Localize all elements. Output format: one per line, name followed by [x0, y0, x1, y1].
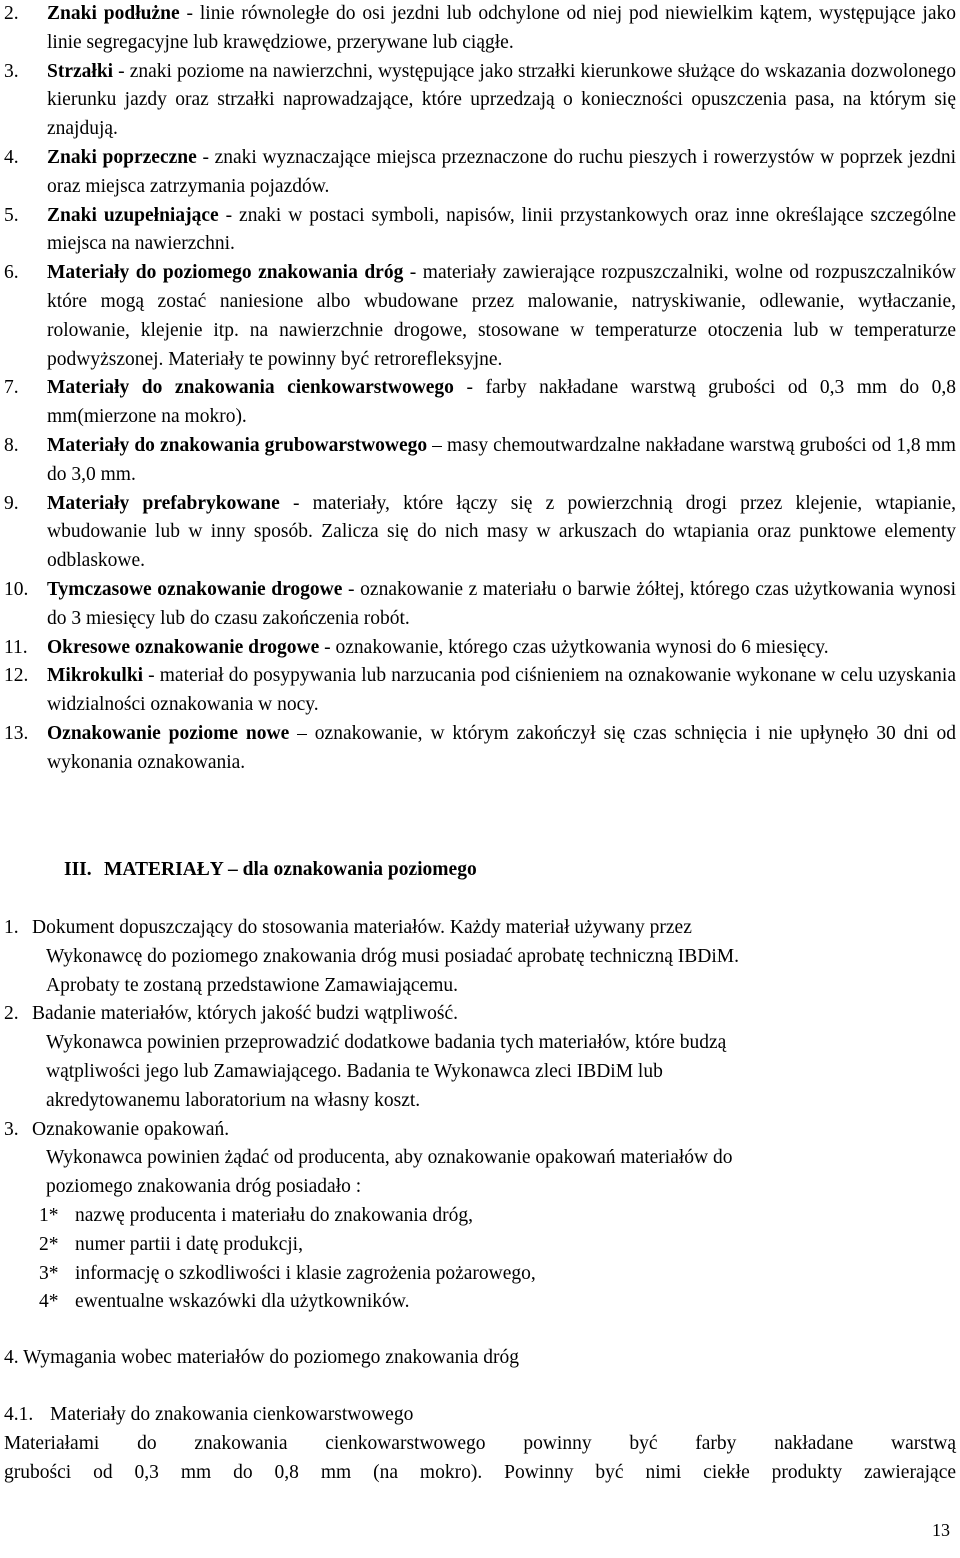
bullet-marker: 1*: [39, 1204, 59, 1226]
definition-text: - linie równoległe do osi jezdni lub odchylone od niej pod niewielkim kątem, występujące jako linie segregacyjne lub krawędziowe, przerywane lub ciągłe.: [47, 3, 956, 53]
definition-item: [4, 634, 956, 663]
packaging-bullet: [4, 1231, 956, 1260]
definition-body: [47, 662, 956, 720]
definition-body: [47, 576, 956, 634]
material-item: [4, 914, 956, 943]
requirements-paragraph: [4, 1430, 956, 1488]
definition-term: Materiały do znakowania cienkowarstwowego: [47, 377, 454, 399]
page-number: 13: [932, 1520, 950, 1540]
material-item: [4, 1000, 956, 1029]
definition-body: [47, 144, 956, 202]
requirements-subheading: [4, 1401, 413, 1430]
definition-body: [47, 202, 956, 260]
material-line: wątpliwości jego lub Zamawiającego. Badania te Wykonawca zleci IBDiM lub: [46, 1060, 663, 1082]
definition-body: [47, 259, 956, 374]
definition-body: [47, 58, 956, 144]
definition-body: [47, 374, 956, 432]
definition-item: [4, 662, 956, 720]
packaging-bullet: [4, 1260, 956, 1289]
definition-number: 2.: [4, 3, 19, 24]
bullet-marker: 2*: [39, 1233, 59, 1255]
paragraph-line-2: grubości od 0,3 mm do 0,8 mm (na mokro). Powinny być nimi ciekłe produkty zawierające: [4, 1461, 956, 1483]
definition-term: Okresowe oznakowanie drogowe: [47, 636, 320, 658]
definition-number: 9.: [4, 492, 19, 514]
bullet-text: informację o szkodliwości i klasie zagrożenia pożarowego,: [75, 1262, 536, 1284]
definition-text: - oznakowanie z materiału o barwie żółtej, którego czas użytkowania wynosi do 3 miesięcy lub do czasu zakończenia robót.: [47, 578, 957, 629]
packaging-bullet: [4, 1288, 956, 1317]
definition-number: 3.: [4, 60, 19, 82]
definition-term: Materiały do znakowania grubowarstwowego: [47, 434, 428, 456]
definition-item: [4, 202, 956, 260]
definition-term: Mikrokulki: [47, 665, 144, 687]
material-line: Aprobaty te zostaną przedstawione Zamawiającemu.: [46, 974, 459, 996]
bullet-marker: 3*: [39, 1262, 59, 1284]
definition-item: [4, 259, 956, 374]
material-title: Dokument dopuszczający do stosowania materiałów. Każdy materiał używany przez: [32, 917, 692, 938]
definition-text: - materiał do posypywania lub narzucania pod ciśnieniem na oznakowanie wykonane w celu uzyskania widzialności oznakowania w nocy.: [47, 665, 956, 716]
bullet-text: nazwę producenta i materiału do znakowania dróg,: [75, 1204, 473, 1226]
definition-text: - materiały zawierające rozpuszczalniki, wolne od rozpuszczalników które mogą zostać naniesione albo wbudowane przez malowanie, natryskiwanie, odlewanie, wytłaczanie, rolowanie, klejenie itp. na nawierzchnie drogowe, stosowane w temperaturze otoczenia lub w temperaturze podwyższonej. Materiały te powinny być retrorefleksyjne.: [47, 262, 956, 370]
definition-number: 13.: [4, 722, 29, 744]
bullet-text: ewentualne wskazówki dla użytkowników.: [75, 1291, 410, 1313]
definitions-list: [4, 0, 956, 778]
section-title-text: MATERIAŁY – dla oznakowania poziomego: [104, 859, 477, 880]
definition-term: Materiały do poziomego znakowania dróg: [47, 262, 404, 284]
definition-text: - znaki w postaci symboli, napisów, linii przystankowych oraz inne określające szczególne miejsca na nawierzchni.: [47, 204, 956, 255]
definition-term: Oznakowanie poziome nowe: [47, 722, 290, 744]
bullet-text: numer partii i datę produkcji,: [75, 1233, 303, 1255]
material-line: Wykonawca powinien przeprowadzić dodatkowe badania tych materiałów, które budzą: [46, 1032, 727, 1054]
material-line: Wykonawca powinien żądać od producenta, aby oznakowanie opakowań materiałów do: [46, 1147, 733, 1169]
definition-number: 12.: [4, 665, 29, 687]
material-title: Oznakowanie opakowań.: [32, 1118, 230, 1140]
material-line: akredytowanemu laboratorium na własny koszt.: [46, 1089, 421, 1111]
definition-text: – oznakowanie, w którym zakończył się czas schnięcia i nie upłynęło 30 dni od wykonania oznakowania.: [47, 722, 956, 773]
definition-body: [47, 490, 956, 576]
subheading-number: 4.1.: [4, 1404, 34, 1425]
material-line: poziomego znakowania dróg posiadało :: [46, 1176, 362, 1198]
bullet-marker: 4*: [39, 1291, 59, 1313]
definition-term: Znaki poprzeczne: [47, 146, 197, 168]
subheading-title: Materiały do znakowania cienkowarstwowego: [50, 1404, 414, 1425]
definition-body: [47, 432, 956, 490]
definition-body: [47, 0, 956, 58]
definition-text: - znaki wyznaczające miejsca przeznaczone do ruchu pieszych i rowerzystów w poprzek jezdni oraz miejsca zatrzymania pojazdów.: [47, 146, 956, 197]
definition-text: - farby nakładane warstwą grubości od 0,3 mm do 0,8 mm(mierzone na mokro).: [47, 377, 956, 428]
definition-item: [4, 144, 956, 202]
material-line: Wykonawcę do poziomego znakowania dróg musi posiadać aprobatę techniczną IBDiM.: [46, 945, 740, 967]
definition-body: [47, 634, 956, 663]
definition-number: 10.: [4, 578, 29, 600]
definition-item: [4, 58, 956, 144]
definition-number: 8.: [4, 434, 19, 456]
definition-item: [4, 490, 956, 576]
definition-body: [47, 720, 956, 778]
packaging-bullet: [4, 1202, 956, 1231]
definition-number: 11.: [4, 636, 28, 658]
definition-term: Znaki uzupełniające: [47, 204, 219, 226]
requirements-heading: 4. Wymagania wobec materiałów do poziomego znakowania dróg: [4, 1347, 520, 1368]
section-heading: [64, 856, 477, 885]
definition-term: Materiały prefabrykowane: [47, 492, 280, 514]
paragraph-line-1: Materiałami do znakowania cienkowarstwowego powinny być farby nakładane warstwą: [4, 1433, 956, 1454]
definition-number: 7.: [4, 377, 19, 399]
definition-term: Tymczasowe oznakowanie drogowe: [47, 578, 343, 600]
section-roman: III.: [64, 859, 92, 880]
definition-number: 5.: [4, 204, 19, 226]
definition-item: [4, 720, 956, 778]
definition-item: [4, 576, 956, 634]
definition-term: Strzałki: [47, 60, 114, 82]
materials-list: [4, 914, 956, 1317]
definition-text: - oznakowanie, którego czas użytkowania wynosi do 6 miesięcy.: [319, 636, 829, 658]
material-number: 2.: [4, 1003, 19, 1025]
material-number: 1.: [4, 917, 19, 938]
definition-item: [4, 0, 956, 58]
definition-number: 4.: [4, 146, 19, 168]
material-title: Badanie materiałów, których jakość budzi wątpliwość.: [32, 1003, 458, 1025]
definition-text: - materiały, które łączy się z powierzchnią drogi przez klejenie, wtapianie, wbudowanie lub w inny sposób. Zalicza się do nich masy w arkuszach do wtapiania oraz punktowe elementy odblaskowe.: [47, 492, 956, 572]
definition-number: 6.: [4, 262, 19, 284]
material-number: 3.: [4, 1118, 19, 1140]
definition-item: [4, 432, 956, 490]
definition-text: – masy chemoutwardzalne nakładane warstwą grubości od 1,8 mm do 3,0 mm.: [47, 434, 956, 485]
definition-text: - znaki poziome na nawierzchni, występujące jako strzałki kierunkowe służące do wskazania dozwolonego kierunku jazdy oraz strzałki naprowadzające, które uprzedzają o konieczności opuszczenia pasa, na którym się znajdują.: [47, 60, 956, 140]
material-item: [4, 1116, 956, 1145]
definition-item: [4, 374, 956, 432]
definition-term: Znaki podłużne: [47, 3, 180, 24]
